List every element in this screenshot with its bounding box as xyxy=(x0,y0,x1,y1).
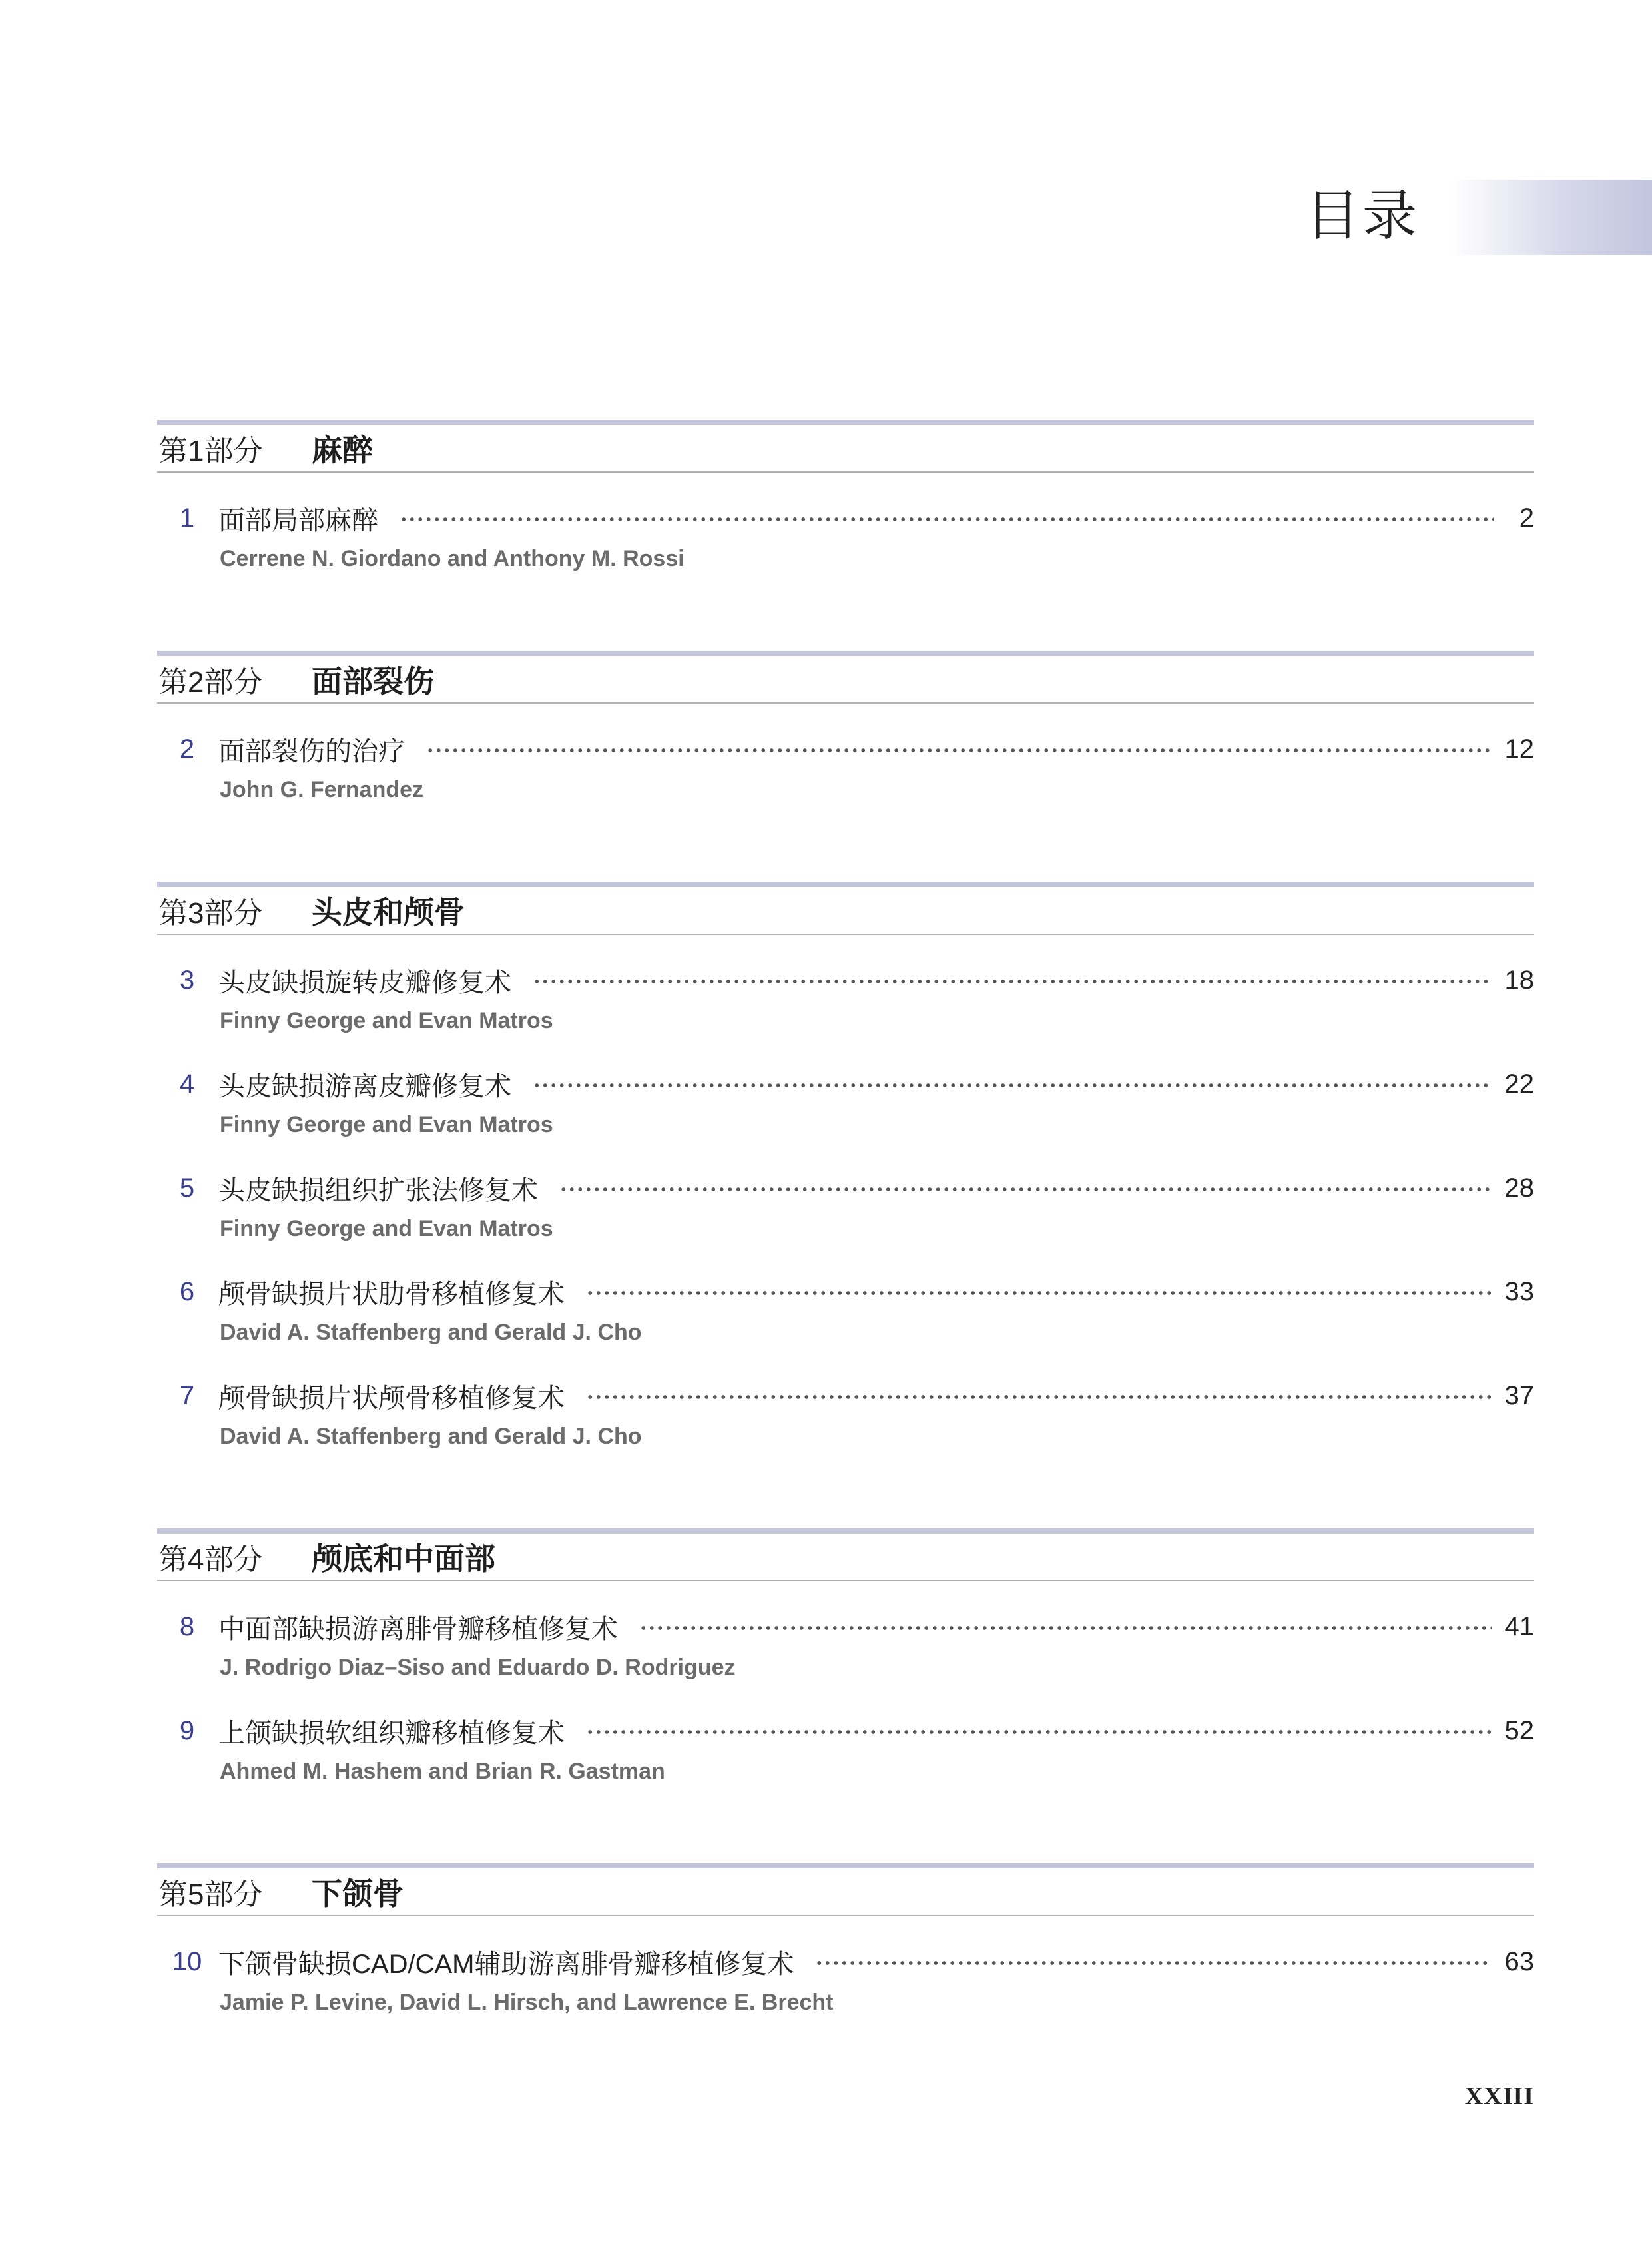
page-number[interactable]: 22 xyxy=(1504,1069,1534,1099)
part-title: 下颌骨 xyxy=(312,1876,404,1911)
part-section xyxy=(157,1528,1534,1801)
part-title: 面部裂伤 xyxy=(312,664,434,699)
page-number[interactable]: 63 xyxy=(1504,1946,1534,1976)
chapter-authors: Cerrene N. Giordano and Anthony M. Rossi xyxy=(220,546,685,571)
page-number[interactable]: 33 xyxy=(1504,1276,1534,1306)
chapter-number: 10 xyxy=(172,1946,202,1976)
part-header xyxy=(157,656,1534,704)
chapter-list xyxy=(157,1581,1534,1801)
toc-entry-line xyxy=(157,960,1534,1000)
chapter-number: 9 xyxy=(179,1715,195,1745)
part-header xyxy=(157,1534,1534,1581)
page-number[interactable]: 28 xyxy=(1504,1173,1534,1203)
page-number[interactable]: 52 xyxy=(1504,1715,1534,1745)
toc-entry[interactable] xyxy=(157,1928,1534,2032)
chapter-title[interactable]: 下颌骨缺损CAD/CAM辅助游离腓骨瓣移植修复术 xyxy=(218,1949,794,1979)
toc-entry-line xyxy=(157,1064,1534,1104)
chapter-number: 1 xyxy=(179,503,195,533)
part-header xyxy=(157,1868,1534,1916)
toc-entry-line xyxy=(157,1376,1534,1416)
title-tab-decoration xyxy=(1452,180,1652,255)
chapter-title[interactable]: 颅骨缺损片状颅骨移植修复术 xyxy=(218,1383,565,1413)
chapter-number: 5 xyxy=(179,1173,195,1203)
toc-entry-line xyxy=(157,1272,1534,1312)
part-header xyxy=(157,425,1534,473)
part-label: 第3部分 xyxy=(158,897,263,930)
part-header xyxy=(157,887,1534,935)
dot-leader xyxy=(533,979,1492,984)
part-section xyxy=(157,651,1534,820)
page-number[interactable]: 12 xyxy=(1504,734,1534,764)
page-number[interactable]: 18 xyxy=(1504,965,1534,995)
part-divider xyxy=(157,420,1534,425)
part-divider xyxy=(157,1863,1534,1868)
chapter-number: 8 xyxy=(179,1611,195,1641)
part-label: 第5部分 xyxy=(158,1878,263,1911)
chapter-authors: J. Rodrigo Diaz–Siso and Eduardo D. Rodriguez xyxy=(220,1655,736,1680)
dot-leader xyxy=(586,1290,1492,1296)
chapter-title[interactable]: 头皮缺损旋转皮瓣修复术 xyxy=(218,968,511,997)
chapter-list xyxy=(157,935,1534,1466)
chapter-list xyxy=(157,473,1534,589)
part-section xyxy=(157,882,1534,1466)
toc-entry-line xyxy=(157,1711,1534,1751)
dot-leader xyxy=(639,1625,1492,1631)
part-title: 颅底和中面部 xyxy=(312,1541,495,1576)
chapter-authors: Finny George and Evan Matros xyxy=(220,1216,553,1241)
toc-entry-line xyxy=(157,1607,1534,1647)
dot-leader xyxy=(586,1394,1492,1400)
chapter-title[interactable]: 上颌缺损软组织瓣移植修复术 xyxy=(218,1718,565,1748)
toc-entry[interactable] xyxy=(157,1593,1534,1697)
chapter-title[interactable]: 颅骨缺损片状肋骨移植修复术 xyxy=(218,1279,565,1309)
part-section xyxy=(157,1863,1534,2032)
chapter-authors: Ahmed M. Hashem and Brian R. Gastman xyxy=(220,1759,665,1784)
toc-entry[interactable] xyxy=(157,1362,1534,1466)
toc-entry[interactable] xyxy=(157,1259,1534,1362)
part-label: 第1部分 xyxy=(158,435,263,467)
part-label: 第4部分 xyxy=(158,1543,263,1576)
chapter-authors: John G. Fernandez xyxy=(220,777,424,802)
chapter-number: 6 xyxy=(179,1276,195,1306)
part-divider xyxy=(157,651,1534,656)
toc-entry[interactable] xyxy=(157,1051,1534,1155)
page-number[interactable]: 41 xyxy=(1504,1611,1534,1641)
page-number[interactable]: 2 xyxy=(1519,503,1534,533)
toc-entry-line xyxy=(157,729,1534,769)
toc-entry[interactable] xyxy=(157,947,1534,1051)
dot-leader xyxy=(815,1960,1491,1966)
toc-entry-line xyxy=(157,498,1534,538)
chapter-title[interactable]: 面部裂伤的治疗 xyxy=(218,736,405,766)
chapter-authors: Jamie P. Levine, David L. Hirsch, and Lawrence E. Brecht xyxy=(220,1990,834,2015)
toc-entry-line xyxy=(157,1168,1534,1208)
chapter-number: 3 xyxy=(179,965,195,995)
part-divider xyxy=(157,882,1534,887)
toc-entry[interactable] xyxy=(157,485,1534,589)
part-divider xyxy=(157,1528,1534,1534)
chapter-title[interactable]: 中面部缺损游离腓骨瓣移植修复术 xyxy=(218,1614,618,1644)
page-title: 目录 xyxy=(1305,186,1420,246)
dot-leader xyxy=(400,517,1494,522)
chapter-list xyxy=(157,1916,1534,2032)
chapter-title[interactable]: 头皮缺损游离皮瓣修复术 xyxy=(218,1071,511,1101)
toc-entry[interactable] xyxy=(157,1697,1534,1801)
dot-leader xyxy=(586,1729,1492,1735)
chapter-title[interactable]: 面部局部麻醉 xyxy=(218,505,378,535)
page-number[interactable]: 37 xyxy=(1504,1380,1534,1410)
page-folio: XXIII xyxy=(1464,2082,1534,2110)
dot-leader xyxy=(426,748,1492,753)
part-title: 麻醉 xyxy=(312,433,373,467)
chapter-authors: Finny George and Evan Matros xyxy=(220,1112,553,1137)
chapter-authors: David A. Staffenberg and Gerald J. Cho xyxy=(220,1424,642,1449)
chapter-number: 2 xyxy=(179,734,195,764)
chapter-number: 4 xyxy=(179,1069,195,1099)
chapter-authors: Finny George and Evan Matros xyxy=(220,1008,553,1033)
dot-leader xyxy=(533,1083,1492,1088)
chapter-number: 7 xyxy=(179,1380,195,1410)
chapter-authors: David A. Staffenberg and Gerald J. Cho xyxy=(220,1320,642,1345)
toc-entry[interactable] xyxy=(157,716,1534,820)
toc-entry-line xyxy=(157,1942,1534,1982)
chapter-list xyxy=(157,704,1534,820)
part-label: 第2部分 xyxy=(158,666,263,699)
part-title: 头皮和颅骨 xyxy=(312,895,465,930)
chapter-title[interactable]: 头皮缺损组织扩张法修复术 xyxy=(218,1175,538,1205)
part-section xyxy=(157,420,1534,589)
dot-leader xyxy=(559,1187,1492,1192)
toc-entry[interactable] xyxy=(157,1155,1534,1259)
